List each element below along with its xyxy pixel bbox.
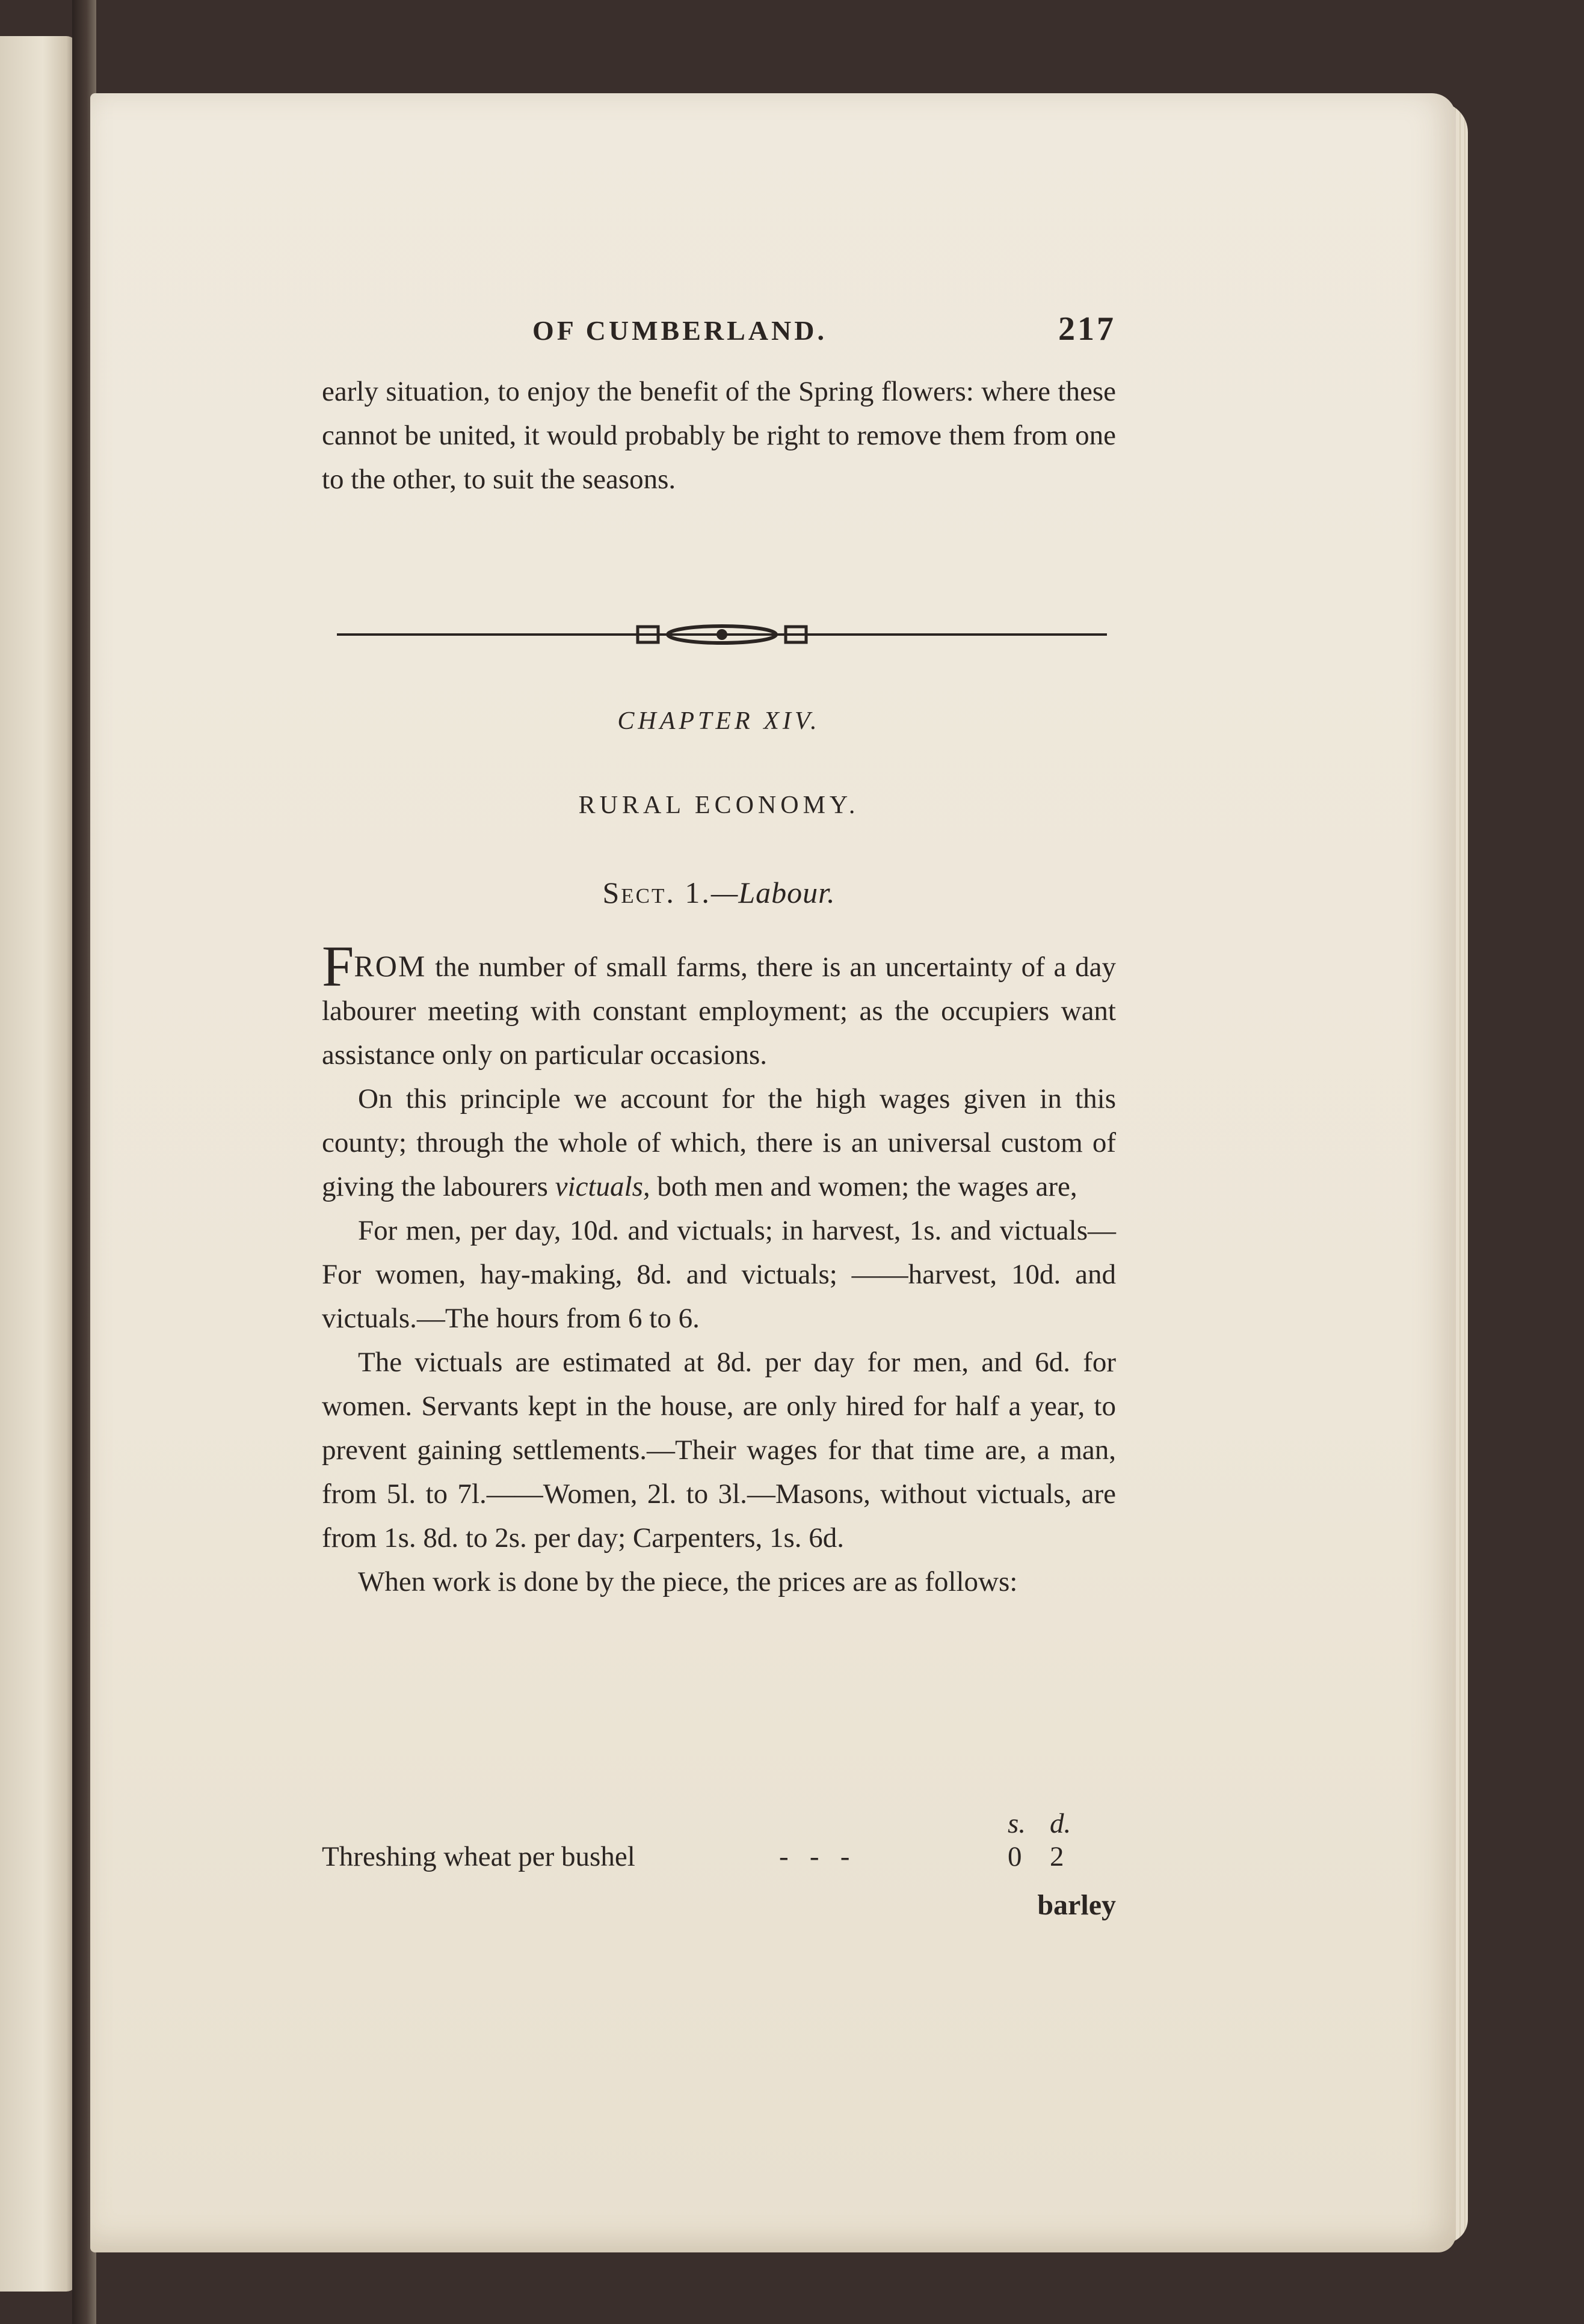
pence-header: d. [1050, 1808, 1071, 1839]
price-table-row [322, 1840, 1116, 1883]
printers-ornament [337, 619, 1107, 650]
paragraph-5: When work is done by the piece, the prices are as follows: [358, 1566, 1018, 1597]
chapter-heading: CHAPTER XIV. [617, 707, 821, 735]
opening-paragraph [322, 370, 1116, 502]
paragraph-4: The victuals are estimated at 8d. per day for men, and 6d. for women. Servants kept in the house, are only hired for half a year, to prevent gaining settlements.—Their wages for that time are, a man, from 5l. to 7l.——Women, 2l. to 3l.—Masons, without victuals, are from 1s. 8d. to 2s. per day; Carpenters, 1s. 6d. [322, 1347, 1116, 1554]
paragraph-2 [322, 1077, 1116, 1209]
paragraph-2-text-a: On this principle we account for the high wages given in this county; through the whole of which, there is an universal custom of giving the labourers [322, 1083, 1116, 1202]
paragraph-2-text-b: both men and women; the wages are, [657, 1171, 1077, 1202]
running-head-title: OF CUMBERLAND. [532, 315, 827, 346]
opening-text: early situation, to enjoy the benefit of the Spring flowers: where these cannot be united, it would probably be right to remove them from one to the other, to suit the seasons. [322, 376, 1116, 495]
paragraph-2-italic: victuals, [555, 1171, 650, 1202]
paragraph-3: For men, per day, 10d. and victuals; in harvest, 1s. and victuals—For women, hay-making, 8d. and victuals; ——harvest, 10d. and victuals.—The hours from 6 to 6. [322, 1215, 1116, 1334]
shillings-header: s. [1008, 1808, 1026, 1839]
price-leader: - - - [779, 1841, 850, 1872]
paragraph-1 [322, 934, 1117, 1077]
section-title: —Labour. [710, 876, 836, 909]
section-heading [322, 875, 1116, 910]
facing-page-edge [0, 36, 78, 2292]
drop-cap: F [322, 934, 354, 998]
lead-word: ROM [354, 949, 427, 983]
price-pence: 2 [1050, 1841, 1064, 1872]
catchword-line [322, 1889, 1116, 1931]
running-head [322, 310, 1116, 358]
body-text [322, 934, 1117, 1604]
section-number: Sect. 1. [602, 876, 711, 909]
price-item: Threshing wheat per bushel [322, 1841, 635, 1872]
subject-heading: RURAL ECONOMY. [578, 792, 860, 819]
price-shillings: 0 [1008, 1841, 1022, 1872]
paragraph-1-text: the number of small farms, there is an uncertainty of a day labourer meeting with constant employment; as the occupiers want assistance only on particular occasions. [322, 951, 1117, 1071]
page-number: 217 [1058, 310, 1116, 348]
catchword: barley [1037, 1889, 1116, 1921]
